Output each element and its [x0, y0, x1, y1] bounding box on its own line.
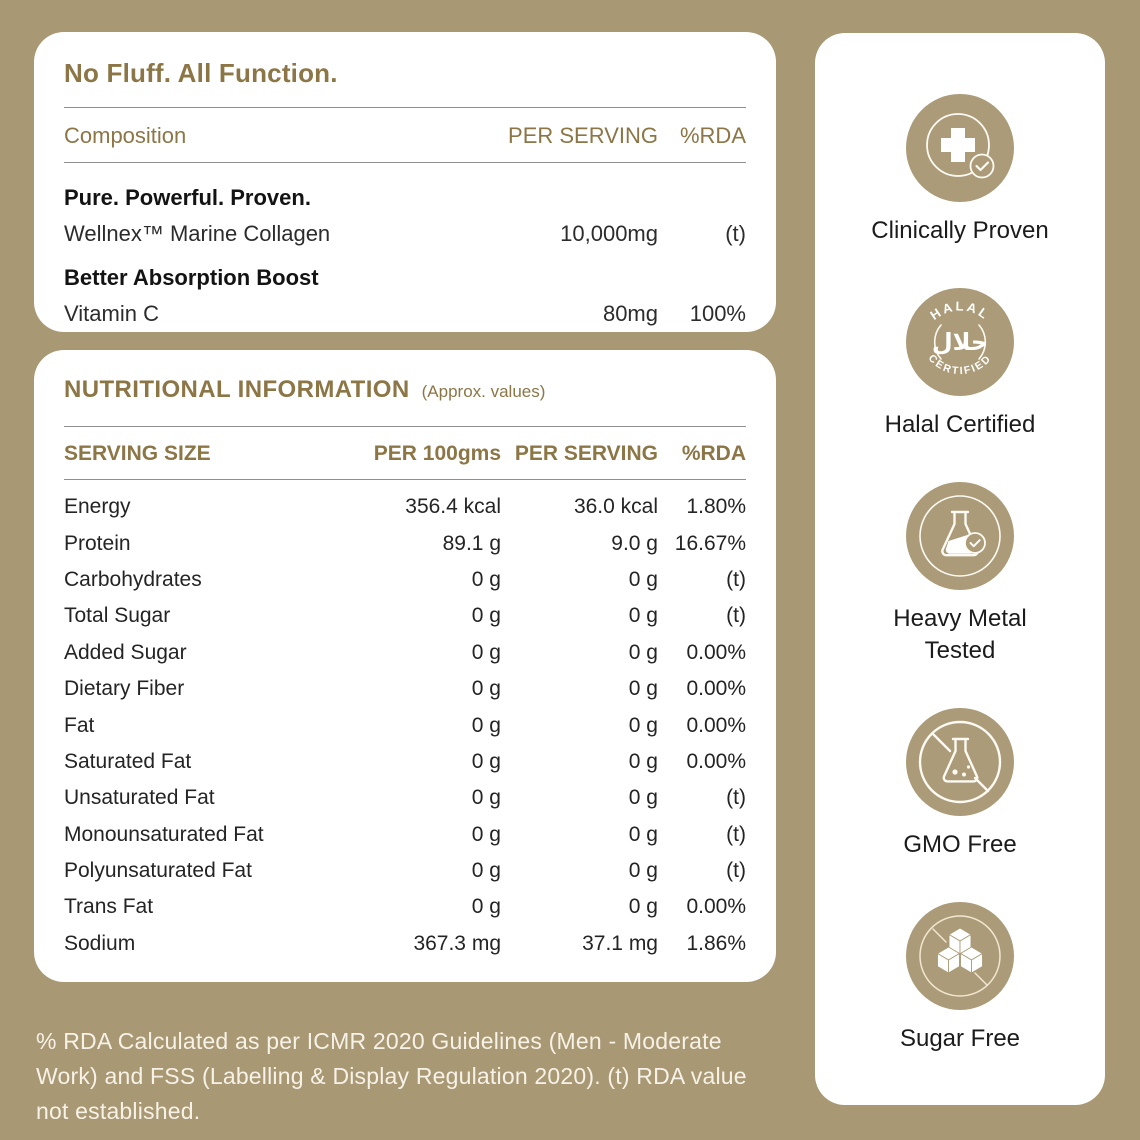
table-row [64, 525, 746, 561]
composition-card-title: No Fluff. All Function. [64, 58, 338, 88]
composition-header-col2: PER SERVING [508, 123, 658, 148]
halal-seal-icon [906, 288, 1014, 396]
nutrient-name: Polyunsaturated Fat [64, 859, 252, 883]
nutrition-header-col3: PER SERVING [514, 442, 658, 465]
composition-table-body [64, 163, 746, 327]
table-row [64, 853, 746, 889]
composition-table-header [64, 108, 746, 162]
badge-sugar-free [835, 902, 1085, 1055]
nutrient-rda: 1.86% [686, 931, 746, 955]
table-row [64, 598, 746, 634]
nutrient-rda: (t) [726, 786, 746, 810]
nutrient-per100: 0 g [471, 567, 501, 591]
nutrient-per100: 89.1 g [442, 531, 501, 555]
nutrient-per100: 0 g [471, 677, 501, 701]
nutrient-per100: 0 g [471, 822, 501, 846]
ingredient-name: Wellnex™ Marine Collagen [64, 221, 331, 246]
badge-label: Sugar Free [899, 1025, 1021, 1052]
nutrient-name: Sodium [64, 931, 136, 955]
nutrient-per100: 0 g [471, 895, 501, 919]
nutrient-per-serving: 0 g [628, 677, 658, 701]
table-row [64, 707, 746, 743]
nutrient-name: Energy [64, 495, 131, 519]
badge-halal-certified [835, 288, 1085, 441]
nutrient-rda: 0.00% [686, 677, 746, 701]
nutrition-card-subtitle: (Approx. values) [421, 382, 546, 401]
table-row [64, 301, 746, 327]
table-row [64, 926, 746, 962]
nutrient-per100: 367.3 mg [413, 931, 501, 955]
nutrient-name: Monounsaturated Fat [64, 822, 264, 846]
nutrient-per-serving: 0 g [628, 604, 658, 628]
badge-clinically-proven [835, 94, 1085, 247]
table-row [64, 489, 746, 525]
composition-group-heading: Pure. Powerful. Proven. [64, 185, 311, 210]
medical-cross-check-icon [906, 94, 1014, 202]
badge-gmo-free [835, 708, 1085, 861]
badge-label: Heavy Metal Tested [893, 605, 1027, 664]
nutrient-rda: 0.00% [686, 713, 746, 737]
nutrient-per-serving: 0 g [628, 749, 658, 773]
sugar-cubes-crossed-icon [906, 902, 1014, 1010]
table-row [64, 671, 746, 707]
badge-label: Halal Certified [884, 411, 1036, 438]
nutrient-per-serving: 0 g [628, 786, 658, 810]
certifications-card [815, 33, 1105, 1105]
table-row [64, 817, 746, 853]
nutrient-name: Total Sugar [64, 604, 171, 628]
nutrient-name: Protein [64, 531, 131, 555]
flask-crossed-icon [906, 708, 1014, 816]
nutrient-name: Saturated Fat [64, 749, 192, 773]
composition-card [34, 32, 776, 332]
composition-header-col3: %RDA [679, 123, 746, 148]
nutrient-name: Dietary Fiber [64, 677, 185, 701]
badge-label: GMO Free [903, 831, 1017, 858]
ingredient-name: Vitamin C [64, 301, 159, 326]
nutrient-name: Carbohydrates [64, 567, 202, 591]
nutrient-per100: 0 g [471, 786, 501, 810]
nutrient-per-serving: 0 g [628, 567, 658, 591]
nutrition-header-col4: %RDA [681, 442, 746, 465]
composition-group-heading: Better Absorption Boost [64, 265, 319, 290]
halal-seal-arabic-text: حلال [931, 328, 989, 356]
rda-footnote: % RDA Calculated as per ICMR 2020 Guidelines (Men - Moderate Work) and FSS (Labelling & Display Regulation 2020). (t) RDA value not established. [36, 1028, 747, 1124]
nutrition-header-col1: SERVING SIZE [64, 442, 211, 465]
nutrient-rda: 1.80% [686, 495, 746, 519]
nutrient-name: Fat [64, 713, 95, 737]
nutrition-table-header [64, 427, 746, 479]
nutrition-title-row [64, 376, 746, 404]
ingredient-rda: (t) [725, 221, 746, 246]
table-row [64, 221, 746, 247]
nutrient-per-serving: 0 g [628, 895, 658, 919]
nutrient-per100: 0 g [471, 749, 501, 773]
ingredient-per-serving: 10,000mg [560, 221, 658, 246]
nutrient-name: Added Sugar [64, 640, 187, 664]
nutrition-card [34, 350, 776, 982]
nutrient-per100: 0 g [471, 859, 501, 883]
nutrient-per-serving: 0 g [628, 640, 658, 664]
nutrient-per100: 0 g [471, 640, 501, 664]
nutrient-rda: (t) [726, 567, 746, 591]
nutrient-per-serving: 0 g [628, 822, 658, 846]
nutrient-rda: (t) [726, 859, 746, 883]
nutrient-per-serving: 36.0 kcal [573, 495, 658, 519]
flask-check-icon [906, 482, 1014, 590]
halal-seal-top-text: HALAL [927, 298, 993, 323]
nutrient-per100: 0 g [471, 604, 501, 628]
nutrient-rda: (t) [726, 604, 746, 628]
nutrient-per-serving: 0 g [628, 713, 658, 737]
nutrient-per-serving: 37.1 mg [582, 931, 658, 955]
nutrient-rda: 0.00% [686, 640, 746, 664]
nutrient-rda: 0.00% [686, 895, 746, 919]
nutrient-rda: 16.67% [674, 531, 746, 555]
halal-seal-bottom-text: CERTIFIED [925, 352, 995, 378]
nutrition-card-title: NUTRITIONAL INFORMATION [64, 376, 410, 403]
badge-label: Clinically Proven [871, 217, 1049, 244]
nutrient-per-serving: 9.0 g [611, 531, 658, 555]
nutrient-per100: 0 g [471, 713, 501, 737]
nutrient-rda: 0.00% [686, 749, 746, 773]
nutrient-name: Unsaturated Fat [64, 786, 215, 810]
badge-heavy-metal-tested [835, 482, 1085, 667]
nutrient-name: Trans Fat [64, 895, 154, 919]
nutrient-rda: (t) [726, 822, 746, 846]
table-row [64, 562, 746, 598]
nutrition-header-col2: PER 100gms [373, 442, 501, 465]
table-row [64, 744, 746, 780]
nutrient-per100: 356.4 kcal [405, 495, 501, 519]
table-row [64, 635, 746, 671]
nutrition-table-body [64, 480, 746, 962]
composition-header-col1: Composition [64, 123, 187, 148]
nutrient-per-serving: 0 g [628, 859, 658, 883]
table-row [64, 780, 746, 816]
ingredient-per-serving: 80mg [602, 301, 658, 326]
table-row [64, 889, 746, 925]
ingredient-rda: 100% [689, 301, 746, 326]
